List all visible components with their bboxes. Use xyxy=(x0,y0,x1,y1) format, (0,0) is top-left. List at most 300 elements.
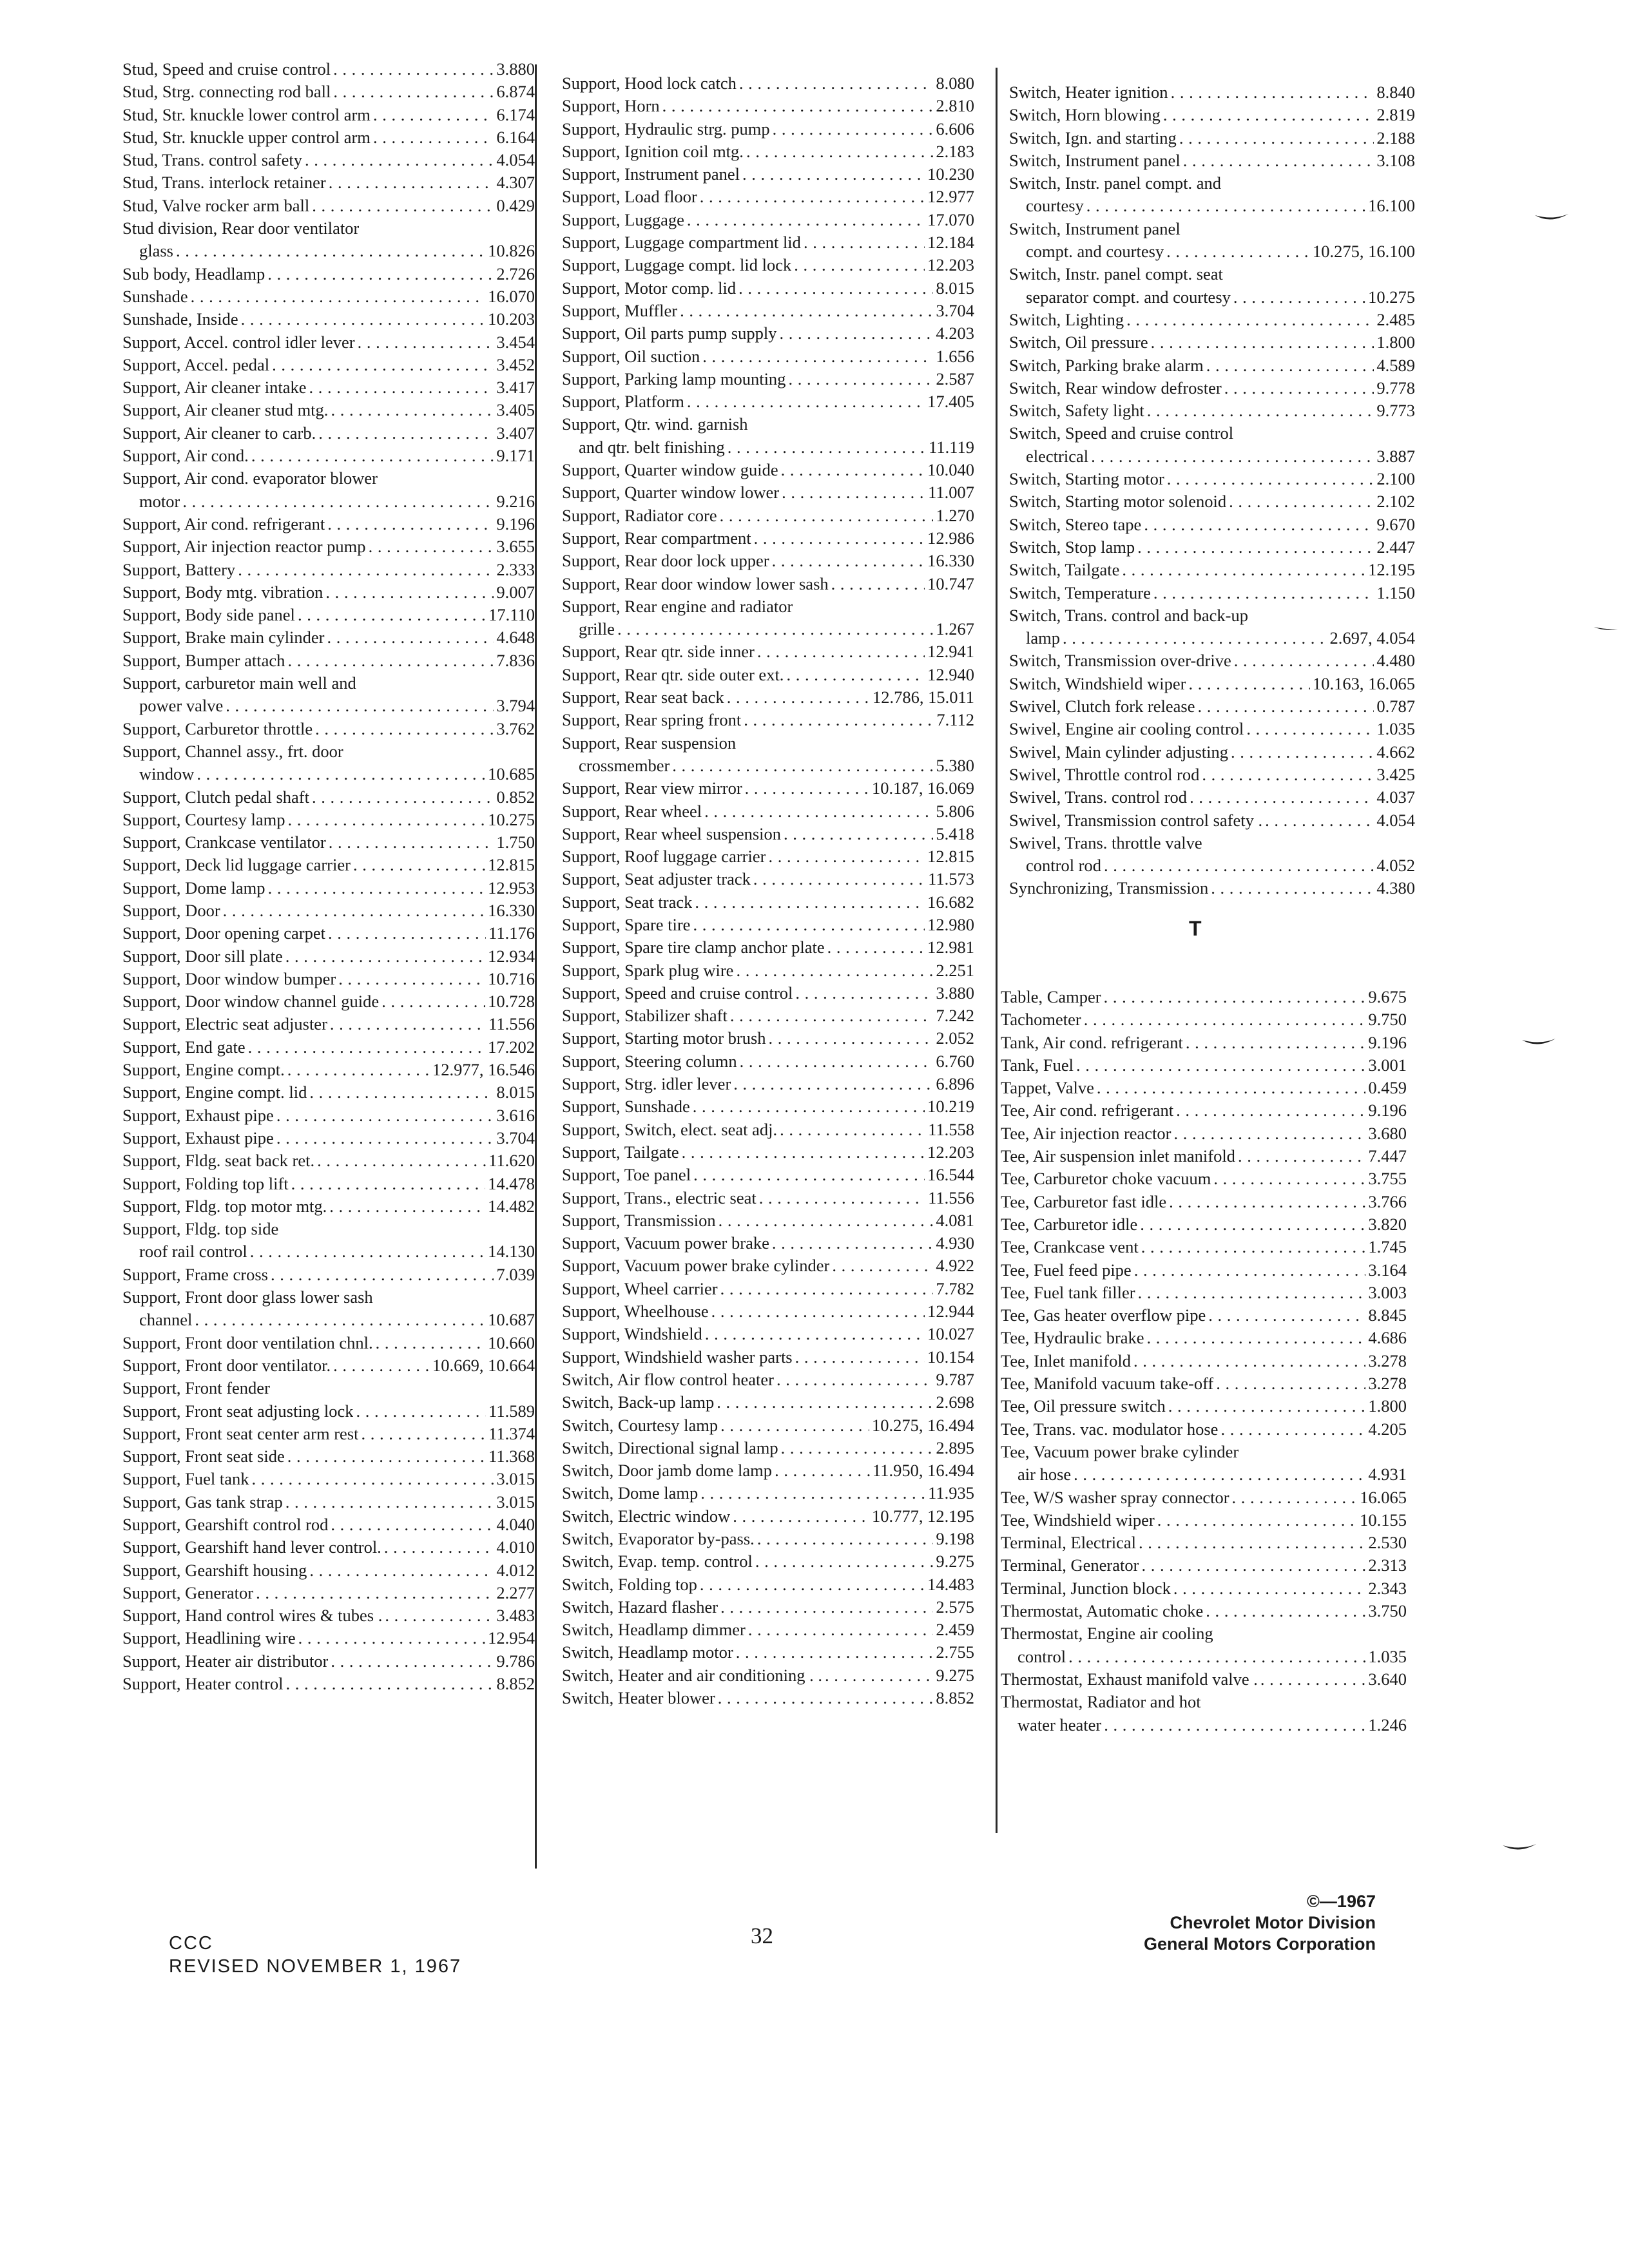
dot-leader xyxy=(1166,240,1310,263)
dot-leader xyxy=(238,559,494,581)
entry-line xyxy=(122,1468,535,1490)
entry-reference-number: 3.762 xyxy=(496,718,535,738)
entry-term: Tee, Crankcase vent xyxy=(1001,1237,1139,1257)
dot-leader xyxy=(720,1596,933,1619)
index-entry xyxy=(1009,604,1415,650)
entry-line xyxy=(562,413,974,436)
entry-term: channel xyxy=(139,1310,193,1330)
dot-leader xyxy=(739,72,934,95)
index-entry xyxy=(562,1391,974,1414)
index-entry xyxy=(562,1187,974,1209)
entry-term: Support, Platform xyxy=(562,392,684,412)
entry-term: and qtr. belt finishing xyxy=(579,437,725,457)
section-letter-heading: T xyxy=(1189,917,1202,940)
entry-reference-number: 6.874 xyxy=(496,82,535,102)
entry-reference-number: 12.954 xyxy=(488,1628,535,1648)
entry-line xyxy=(1001,1077,1407,1099)
entry-line xyxy=(1001,1441,1407,1463)
entry-line xyxy=(122,171,535,194)
entry-line xyxy=(1009,263,1415,285)
index-entry xyxy=(1009,331,1415,354)
index-entry xyxy=(562,709,974,731)
dot-leader xyxy=(1238,1145,1365,1168)
entry-term: Stud, Str. knuckle upper control arm xyxy=(122,127,371,147)
entry-reference-number: 16.330 xyxy=(488,900,535,920)
entry-term: Swivel, Main cylinder adjusting xyxy=(1009,742,1229,762)
entry-term: Support, Front seat side xyxy=(122,1446,285,1466)
entry-reference-number: 6.760 xyxy=(936,1051,974,1071)
entry-line xyxy=(122,1332,535,1354)
dot-leader xyxy=(331,399,494,421)
entry-term: Support, Rear qtr. side outer ext. xyxy=(562,664,784,684)
dot-leader xyxy=(1206,354,1374,377)
index-entry xyxy=(562,732,974,778)
index-entry xyxy=(122,171,535,194)
entry-reference-number: 3.820 xyxy=(1368,1214,1407,1234)
dot-leader xyxy=(1202,764,1374,786)
entry-reference-number: 11.950, 16.494 xyxy=(872,1461,974,1481)
entry-line xyxy=(562,505,974,527)
index-entry xyxy=(562,140,974,163)
entry-term: Support, End gate xyxy=(122,1037,246,1057)
entry-reference-number: 3.704 xyxy=(496,1128,535,1148)
entry-term: Support, Brake main cylinder xyxy=(122,628,325,648)
index-entry xyxy=(562,186,974,208)
dot-leader xyxy=(373,104,494,126)
entry-term: Support, Rear suspension xyxy=(562,733,737,753)
index-entry xyxy=(122,1127,535,1149)
index-entry xyxy=(562,1209,974,1232)
dot-leader xyxy=(1147,1327,1366,1349)
entry-term: Switch, Heater and air conditioning . . xyxy=(562,1665,823,1685)
dot-leader xyxy=(1174,1122,1366,1145)
entry-line xyxy=(1001,1191,1407,1213)
entry-line xyxy=(1001,1304,1407,1327)
index-entry xyxy=(562,914,974,936)
index-entry xyxy=(1009,514,1415,536)
dot-leader xyxy=(331,1650,494,1673)
entry-line xyxy=(562,1369,974,1391)
entry-term: roof rail control xyxy=(139,1242,247,1262)
entry-line xyxy=(562,1437,974,1459)
dot-leader xyxy=(226,695,494,717)
index-entry xyxy=(562,936,974,959)
entry-term: Support, Front door ventilator. xyxy=(122,1355,331,1375)
entry-line xyxy=(562,891,974,914)
index-entry xyxy=(122,399,535,421)
index-entry xyxy=(122,104,535,126)
index-entry xyxy=(562,1254,974,1277)
entry-term: Stud, Trans. control safety xyxy=(122,150,302,170)
entry-reference-number: 3.108 xyxy=(1376,150,1415,170)
entry-line xyxy=(562,1004,974,1027)
dot-leader xyxy=(298,1627,485,1649)
entry-reference-number: 12.980 xyxy=(927,914,974,934)
entry-term: Support, Air injection reactor pump xyxy=(122,537,366,557)
entry-term: Support, Courtesy lamp xyxy=(122,809,285,829)
dot-leader xyxy=(768,845,925,868)
dot-leader xyxy=(1246,718,1374,740)
index-entry xyxy=(122,649,535,672)
dot-leader xyxy=(693,1095,925,1118)
entry-reference-number: 17.070 xyxy=(927,209,974,229)
entry-reference-number: 12.815 xyxy=(488,855,535,875)
entry-line xyxy=(562,1528,974,1550)
dot-leader xyxy=(717,1391,933,1414)
dot-leader xyxy=(682,1141,925,1164)
entry-reference-number: 11.374 xyxy=(488,1423,535,1443)
dot-leader xyxy=(720,1414,869,1437)
dot-leader xyxy=(287,809,485,831)
entry-term: Switch, Directional signal lamp xyxy=(562,1437,778,1457)
entry-line xyxy=(1001,1486,1407,1509)
dot-leader xyxy=(720,505,934,527)
entry-term: Support, Sunshade xyxy=(562,1097,690,1117)
dot-leader xyxy=(287,1059,430,1081)
entry-continuation-line xyxy=(122,1309,535,1331)
dot-leader xyxy=(1084,1008,1366,1031)
entry-term: air hose xyxy=(1017,1465,1072,1485)
dot-leader xyxy=(318,422,494,445)
dot-leader xyxy=(755,1550,934,1573)
entry-term: Support, Door opening carpet xyxy=(122,923,325,943)
dot-leader xyxy=(312,195,494,217)
entry-reference-number: 2.251 xyxy=(936,960,974,980)
entry-term: Support, Rear engine and radiator xyxy=(562,596,793,616)
entry-line xyxy=(562,777,974,800)
index-entry xyxy=(562,1482,974,1504)
index-entry xyxy=(1009,718,1415,740)
index-entry xyxy=(1009,695,1415,718)
index-entry xyxy=(122,1354,535,1377)
entry-line xyxy=(122,1149,535,1172)
dot-leader xyxy=(687,390,925,413)
entry-reference-number: 7.782 xyxy=(936,1278,974,1298)
entry-term: Switch, Starting motor xyxy=(1009,469,1164,489)
index-column-2 xyxy=(562,72,974,1709)
entry-line xyxy=(122,58,535,81)
entry-reference-number: 2.587 xyxy=(936,369,974,389)
entry-line xyxy=(122,718,535,740)
dot-leader xyxy=(753,868,925,890)
index-entry xyxy=(122,217,535,263)
entry-term: Support, Switch, elect. seat adj. xyxy=(562,1119,778,1139)
entry-reference-number: 9.196 xyxy=(496,514,535,533)
entry-line xyxy=(562,118,974,140)
dot-leader xyxy=(1234,649,1374,672)
entry-term: Support, Toe panel xyxy=(562,1165,691,1185)
entry-line xyxy=(1009,468,1415,490)
index-entry xyxy=(1009,741,1415,764)
dot-leader xyxy=(742,163,925,186)
dot-leader xyxy=(309,1081,494,1104)
dot-leader xyxy=(746,140,933,163)
dot-leader xyxy=(353,854,485,876)
dot-leader xyxy=(744,709,934,731)
entry-reference-number: 16.070 xyxy=(488,286,535,306)
entry-term: Swivel, Throttle control rod xyxy=(1009,764,1200,784)
index-entry xyxy=(562,345,974,368)
entry-line xyxy=(1009,127,1415,149)
entry-term: Support, Exhaust pipe xyxy=(122,1105,274,1125)
entry-reference-number: 3.164 xyxy=(1368,1260,1407,1280)
entry-reference-number: 9.196 xyxy=(1368,1032,1407,1052)
entry-reference-number: 9.196 xyxy=(1368,1100,1407,1120)
entry-reference-number: 10.154 xyxy=(927,1347,974,1367)
dot-leader xyxy=(356,1400,486,1423)
entry-reference-number: 12.203 xyxy=(927,1142,974,1162)
entry-term: Stud division, Rear door ventilator xyxy=(122,218,360,238)
entry-term: Support, Engine compt. lid xyxy=(122,1082,307,1102)
dot-leader xyxy=(251,445,494,467)
entry-term: Switch, Heater ignition xyxy=(1009,82,1168,102)
entry-reference-number: 4.307 xyxy=(496,173,535,193)
entry-reference-number: 4.040 xyxy=(496,1515,535,1534)
entry-term: Support, Air cond. evaporator blower xyxy=(122,468,378,488)
index-entry xyxy=(1009,673,1415,695)
dot-leader xyxy=(1169,1191,1365,1213)
index-entry xyxy=(122,126,535,149)
entry-line xyxy=(1001,1327,1407,1349)
dot-leader xyxy=(1224,377,1374,399)
dot-leader xyxy=(1074,1463,1365,1486)
entry-reference-number: 4.205 xyxy=(1368,1419,1407,1439)
entry-term: Switch, Heater blower xyxy=(562,1688,715,1708)
index-entry xyxy=(1009,764,1415,786)
index-entry xyxy=(1001,1122,1407,1145)
entry-line xyxy=(122,1604,535,1627)
entry-line xyxy=(1001,1054,1407,1077)
entry-line xyxy=(562,686,974,709)
entry-reference-number: 4.930 xyxy=(936,1233,974,1253)
entry-line xyxy=(122,1013,535,1035)
entry-reference-number: 4.012 xyxy=(496,1560,535,1580)
dot-leader xyxy=(776,1369,933,1391)
dot-leader xyxy=(384,1536,494,1559)
entry-term: Terminal, Electrical xyxy=(1001,1533,1137,1553)
dot-leader xyxy=(1139,1532,1365,1554)
entry-reference-number: 2.819 xyxy=(1376,105,1415,125)
dot-leader xyxy=(376,1332,485,1354)
dot-leader xyxy=(780,1119,925,1141)
entry-term: glass xyxy=(139,241,173,261)
entry-line xyxy=(562,1573,974,1596)
index-entry xyxy=(122,559,535,581)
entry-line xyxy=(122,1127,535,1149)
entry-term: Support, Accel. control idler lever xyxy=(122,332,355,352)
entry-line xyxy=(562,1164,974,1186)
entry-line xyxy=(122,1354,535,1377)
entry-term: Support, Spare tire xyxy=(562,914,691,934)
entry-reference-number: 11.558 xyxy=(928,1119,974,1139)
dot-leader xyxy=(1134,1259,1366,1282)
dot-leader xyxy=(241,308,486,331)
entry-reference-number: 10.230 xyxy=(927,164,974,184)
entry-term: Switch, Courtesy lamp xyxy=(562,1415,718,1435)
entry-line xyxy=(562,1095,974,1118)
dot-leader xyxy=(369,535,494,558)
dot-leader xyxy=(772,550,925,572)
entry-reference-number: 4.081 xyxy=(936,1210,974,1230)
dot-leader xyxy=(176,240,485,262)
entry-reference-number: 6.606 xyxy=(936,119,974,139)
entry-reference-number: 2.102 xyxy=(1376,492,1415,512)
entry-term: grille xyxy=(579,619,615,639)
entry-term: Tee, Air suspension inlet manifold xyxy=(1001,1146,1235,1166)
entry-term: Tank, Fuel xyxy=(1001,1055,1074,1075)
entry-reference-number: 11.368 xyxy=(488,1446,535,1466)
dot-leader xyxy=(705,1323,925,1345)
entry-term: Switch, Trans. control and back-up xyxy=(1009,605,1248,625)
entry-term: Switch, Horn blowing xyxy=(1009,105,1161,125)
dot-leader xyxy=(827,936,925,959)
entry-line xyxy=(122,1264,535,1286)
margin-mark xyxy=(1501,1843,1537,1853)
entry-line xyxy=(1009,673,1415,695)
entry-line xyxy=(562,254,974,276)
entry-reference-number: 1.246 xyxy=(1368,1715,1407,1735)
index-entry xyxy=(1001,1304,1407,1327)
entry-reference-number: 11.620 xyxy=(488,1151,535,1171)
entry-reference-number: 2.485 xyxy=(1376,309,1415,329)
entry-term: Support, Door window bumper xyxy=(122,968,336,988)
entry-line xyxy=(1009,81,1415,104)
entry-line xyxy=(562,1278,974,1300)
index-entry xyxy=(562,1323,974,1345)
dot-leader xyxy=(305,149,494,171)
index-entry xyxy=(562,686,974,709)
entry-term: Support, Fuel tank xyxy=(122,1469,249,1489)
entry-reference-number: 5.806 xyxy=(936,801,974,821)
dot-leader xyxy=(358,331,494,354)
entry-reference-number: 12.184 xyxy=(927,233,974,253)
entry-term: Support, Gearshift control rod xyxy=(122,1515,329,1534)
index-entry xyxy=(122,285,535,308)
index-entry xyxy=(122,1332,535,1354)
entry-reference-number: 11.935 xyxy=(928,1483,974,1503)
index-entry xyxy=(562,845,974,868)
entry-term: Support, Vacuum power brake xyxy=(562,1233,769,1253)
entry-reference-number: 2.277 xyxy=(496,1582,535,1602)
index-entry xyxy=(562,1687,974,1709)
entry-term: Switch, Headlamp dimmer xyxy=(562,1620,746,1640)
entry-line xyxy=(122,1104,535,1127)
entry-line xyxy=(562,1027,974,1050)
entry-term: Support, Generator xyxy=(122,1582,254,1602)
entry-reference-number: 10.669, 10.664 xyxy=(432,1355,535,1375)
entry-line xyxy=(122,1081,535,1104)
entry-line xyxy=(562,72,974,95)
entry-reference-number: 5.380 xyxy=(936,755,974,775)
entry-line xyxy=(1001,1122,1407,1145)
index-entry xyxy=(562,1095,974,1118)
entry-line xyxy=(122,399,535,421)
entry-line xyxy=(122,1627,535,1649)
entry-term: Support, Headlining wire xyxy=(122,1628,296,1648)
entry-reference-number: 3.454 xyxy=(496,332,535,352)
entry-line xyxy=(1009,649,1415,672)
entry-term: Support, Qtr. wind. garnish xyxy=(562,414,748,434)
entry-line xyxy=(562,1505,974,1528)
dot-leader xyxy=(287,649,494,672)
entry-term: Support, Gas tank strap xyxy=(122,1492,283,1512)
index-entry xyxy=(562,459,974,481)
index-entry xyxy=(122,1559,535,1582)
index-entry xyxy=(122,581,535,604)
dot-leader xyxy=(1091,445,1374,468)
entry-term: Switch, Windshield wiper xyxy=(1009,673,1186,693)
entry-reference-number: 3.278 xyxy=(1368,1350,1407,1370)
entry-reference-number: 9.198 xyxy=(936,1529,974,1548)
entry-line xyxy=(562,1391,974,1414)
page-number: 32 xyxy=(751,1923,773,1948)
dot-leader xyxy=(832,1254,933,1277)
index-entry xyxy=(1009,536,1415,559)
dot-leader xyxy=(804,231,925,254)
entry-reference-number: 8.845 xyxy=(1368,1305,1407,1325)
dot-leader xyxy=(1220,1418,1365,1441)
entry-term: Switch, Safety light xyxy=(1009,401,1144,421)
entry-reference-number: 3.655 xyxy=(496,537,535,557)
entry-line xyxy=(122,1036,535,1059)
entry-reference-number: 7.112 xyxy=(936,710,974,730)
entry-line xyxy=(562,1050,974,1073)
index-column-3-t-entries xyxy=(1001,986,1407,1736)
entry-line xyxy=(562,573,974,595)
entry-line xyxy=(1009,490,1415,513)
index-entry xyxy=(1009,309,1415,331)
dot-leader xyxy=(285,945,485,968)
entry-line xyxy=(1009,832,1415,854)
entry-term: Support, Deck lid luggage carrier xyxy=(122,855,351,875)
index-entry xyxy=(122,354,535,376)
entry-line xyxy=(1009,331,1415,354)
index-entry xyxy=(562,231,974,254)
entry-line xyxy=(122,968,535,990)
entry-term: Switch, Evaporator by-pass. xyxy=(562,1529,755,1548)
entry-line xyxy=(562,982,974,1004)
index-entry xyxy=(122,968,535,990)
entry-line xyxy=(1001,1577,1407,1600)
entry-term: Support, Horn xyxy=(562,96,660,116)
index-entry xyxy=(562,1459,974,1482)
dot-leader xyxy=(1144,514,1374,536)
entry-reference-number: 4.686 xyxy=(1368,1328,1407,1348)
dot-leader xyxy=(738,277,933,300)
index-entry xyxy=(122,1013,535,1035)
entry-term: Stud, Strg. connecting rod ball xyxy=(122,82,331,102)
index-entry xyxy=(562,322,974,345)
index-entry xyxy=(122,376,535,399)
entry-term: Support, Hood lock catch xyxy=(562,73,737,93)
dot-leader xyxy=(1232,1486,1358,1509)
entry-term: Switch, Rear window defroster xyxy=(1009,378,1222,398)
entry-line xyxy=(122,1218,535,1240)
entry-reference-number: 16.330 xyxy=(927,551,974,571)
index-entry xyxy=(122,149,535,171)
entry-reference-number: 12.941 xyxy=(927,642,974,662)
dot-leader xyxy=(1126,309,1374,331)
entry-line xyxy=(122,1673,535,1695)
entry-continuation-line xyxy=(122,763,535,785)
entry-term: Support, Fldg. top motor mtg. xyxy=(122,1196,327,1216)
index-entry xyxy=(562,1141,974,1164)
index-entry xyxy=(1009,559,1415,581)
entry-term: Support, Rear spring front xyxy=(562,710,742,730)
entry-term: Support, Rear door window lower sash xyxy=(562,573,829,593)
entry-line xyxy=(1009,559,1415,581)
entry-line xyxy=(1001,1600,1407,1622)
